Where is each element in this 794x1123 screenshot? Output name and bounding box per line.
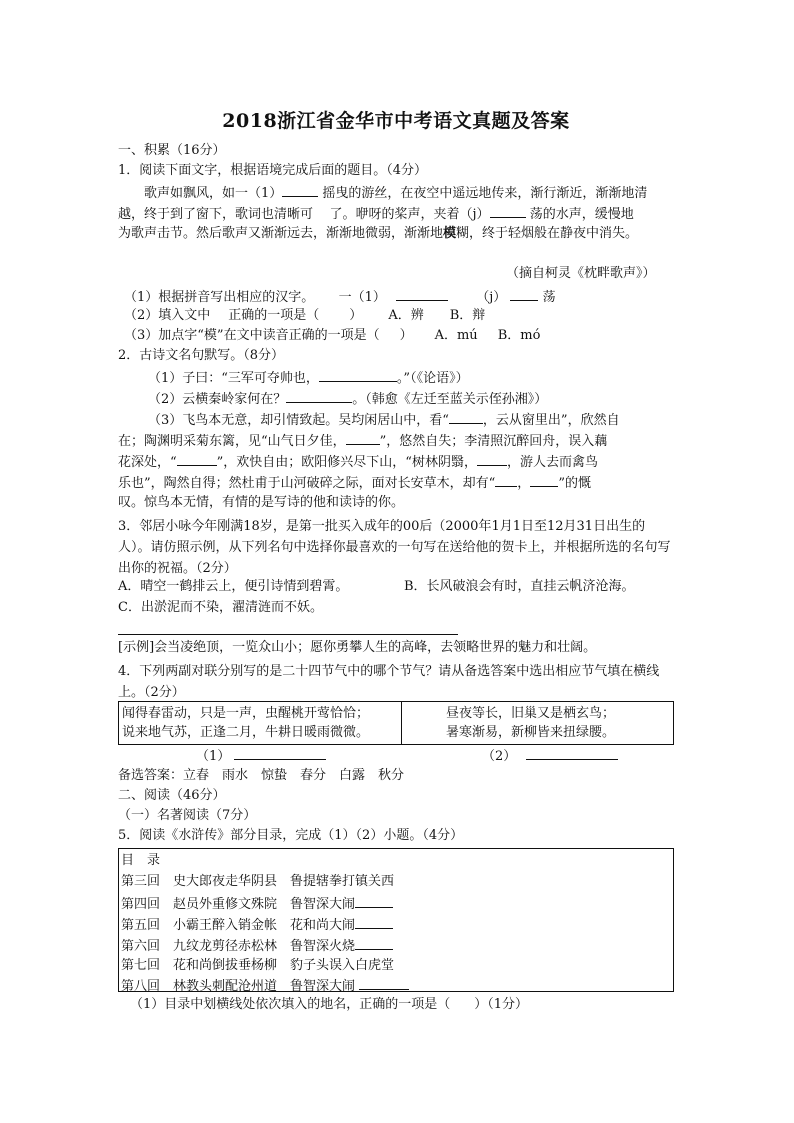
answer-blank[interactable]	[355, 916, 393, 929]
subsection-heading: （一）名著阅读（7分）	[118, 808, 257, 823]
answer-blank[interactable]	[510, 288, 538, 301]
answer-blank[interactable]	[355, 937, 393, 950]
q2-part3-line4: 乐也”，陶然自得；然杜甫于山河破碎之际，面对长安草木，却有“ ， ”的慨	[118, 476, 591, 491]
toc-item: 第四回 赵员外重修文殊院 鲁智深大闹	[121, 895, 393, 913]
section-heading: 一、积累（16分）	[118, 143, 226, 158]
toc-item: 第五回 小霸王醉入销金帐 花和尚大闹	[121, 916, 393, 934]
answer-blank[interactable]	[319, 369, 397, 382]
answer-line[interactable]	[118, 634, 458, 635]
answer-blank[interactable]	[396, 288, 448, 301]
q3-option-b: B．长风破浪会有时，直挂云帆济沧海。	[404, 579, 635, 594]
source-note: （摘自柯灵《枕畔歌声》）	[506, 266, 656, 281]
q1-part3: （3）加点字“模”在文中读音正确的一项是（ ） A．mú B．mó	[124, 328, 541, 343]
answer-blank[interactable]	[526, 747, 618, 760]
answer-blank[interactable]	[530, 474, 558, 487]
q3-option-a: A．晴空一鹤排云上，便引诗情到碧霄。	[118, 579, 349, 594]
q2-part3-line1: （3）飞鸟本无意，却引情致起。吴均闲居山中，看“ ，云从窗里出”，欣然自	[148, 413, 620, 428]
section-heading: 二、阅读（46分）	[118, 788, 226, 803]
toc-item: 第七回 花和尚倒拔垂杨柳 豹子头误入白虎堂	[121, 958, 395, 973]
couplet-table	[118, 701, 674, 745]
answer-blank[interactable]	[359, 977, 409, 990]
couplet-1: 闻得春雷动，只是一声，虫醒桃开莺恰恰； 说来地气苏，正逢二月，牛耕日暖雨微微。	[119, 702, 402, 745]
q4-blank-2: （2）	[482, 747, 618, 765]
answer-blank[interactable]	[346, 432, 380, 445]
q2-part3-line2: 在；陶渊明采菊东篱，见“山气日夕佳， ”，悠然自失；李清照沉醉回舟，误入藕	[118, 434, 608, 449]
q1-part2: （2）填入文中 正确的一项是（ ） A．辨 B．辩	[124, 308, 486, 323]
passage-line-2: 越，终于到了窗下，歌词也清晰可 了。咿呀的桨声，夹着（j） 荡的水声，缓慢地	[118, 207, 634, 222]
q5-part1: （1）目录中划横线处依次填入的地名，正确的一项是（ ）（1分）	[130, 997, 529, 1012]
answer-blank[interactable]	[286, 390, 352, 403]
couplet-2: 昼夜等长，旧巢又是栖玄鸟； 暑寒渐易，新柳皆来扭绿腰。	[402, 702, 674, 745]
answer-blank[interactable]	[490, 205, 526, 218]
q2-part2: （2）云横秦岭家何在？ 。（韩愈《左迁至蓝关示侄孙湘》）	[148, 392, 548, 407]
toc-item: 第三回 史大郎夜走华阴县 鲁提辖拳打镇关西	[121, 874, 395, 889]
answer-blank[interactable]	[355, 895, 393, 908]
q3-example: [示例]会当凌绝顶，一览众山小；愿你勇攀人生的高峰，去领略世界的魅力和壮阔。	[118, 640, 597, 655]
question-1: 1．阅读下面文字，根据语境完成后面的题目。（4分）	[118, 163, 428, 178]
answer-blank[interactable]	[477, 453, 507, 466]
passage-line-3: 为歌声击节。然后歌声又渐渐远去，渐渐地微弱，渐渐地模糊，终于轻烟般在静夜中消失。	[118, 226, 639, 241]
answer-blank[interactable]	[234, 747, 326, 760]
toc-heading: 目 录	[121, 853, 161, 868]
page-title: 2018浙江省金华市中考语文真题及答案	[222, 110, 570, 132]
q2-part3-line3: 花深处，“ ”，欢快自由；欧阳修兴尽下山，“树林阴翳， ，游人去而禽鸟	[118, 455, 598, 470]
toc-item: 第六回 九纹龙剪径赤松林 鲁智深火烧	[121, 937, 393, 955]
question-4: 4．下列两副对联分别写的是二十四节气中的哪个节气？请从备选答案中选出相应节气填在横线上。（2分）	[118, 664, 660, 700]
question-3: 3．邻居小咏今年刚满18岁，是第一批买入成年的00后（2000年1月1日至12月31日出生的人）。请仿照示例，从下列名句中选择你最喜欢的一句写在送给他的贺卡上，并根据所选的名句写出你的祝福。（2分）	[118, 519, 671, 576]
answer-blank[interactable]	[282, 184, 318, 197]
answer-blank[interactable]	[449, 411, 483, 424]
answer-blank[interactable]	[495, 474, 517, 487]
passage-line-1: 歌声如飘风，如一（1） 摇曳的游丝，在夜空中遥远地传来，渐行渐近，渐渐地清	[144, 186, 648, 201]
q4-options: 备选答案：立春 雨水 惊蛰 春分 白露 秋分	[118, 768, 405, 783]
q4-blank-1: （1）	[196, 747, 326, 765]
toc-box	[118, 848, 674, 992]
q3-option-c: C．出淤泥而不染，濯清涟而不妖。	[118, 600, 323, 615]
q1-part1: （1）根据拼音写出相应的汉字。 一（1） （j） 荡	[124, 290, 556, 305]
toc-item: 第八回 林教头刺配沧州道 鲁智深大闹	[121, 977, 409, 995]
answer-blank[interactable]	[177, 453, 217, 466]
question-5: 5．阅读《水浒传》部分目录，完成（1）（2）小题。（4分）	[118, 828, 464, 843]
question-2: 2．古诗文名句默写。（8分）	[118, 348, 285, 363]
q2-part3-line5: 叹。惊鸟本无情，有情的是写诗的他和读诗的你。	[118, 495, 405, 510]
q2-part1: （1）子曰：“三军可夺帅也， 。”（《论语》）	[148, 371, 469, 386]
